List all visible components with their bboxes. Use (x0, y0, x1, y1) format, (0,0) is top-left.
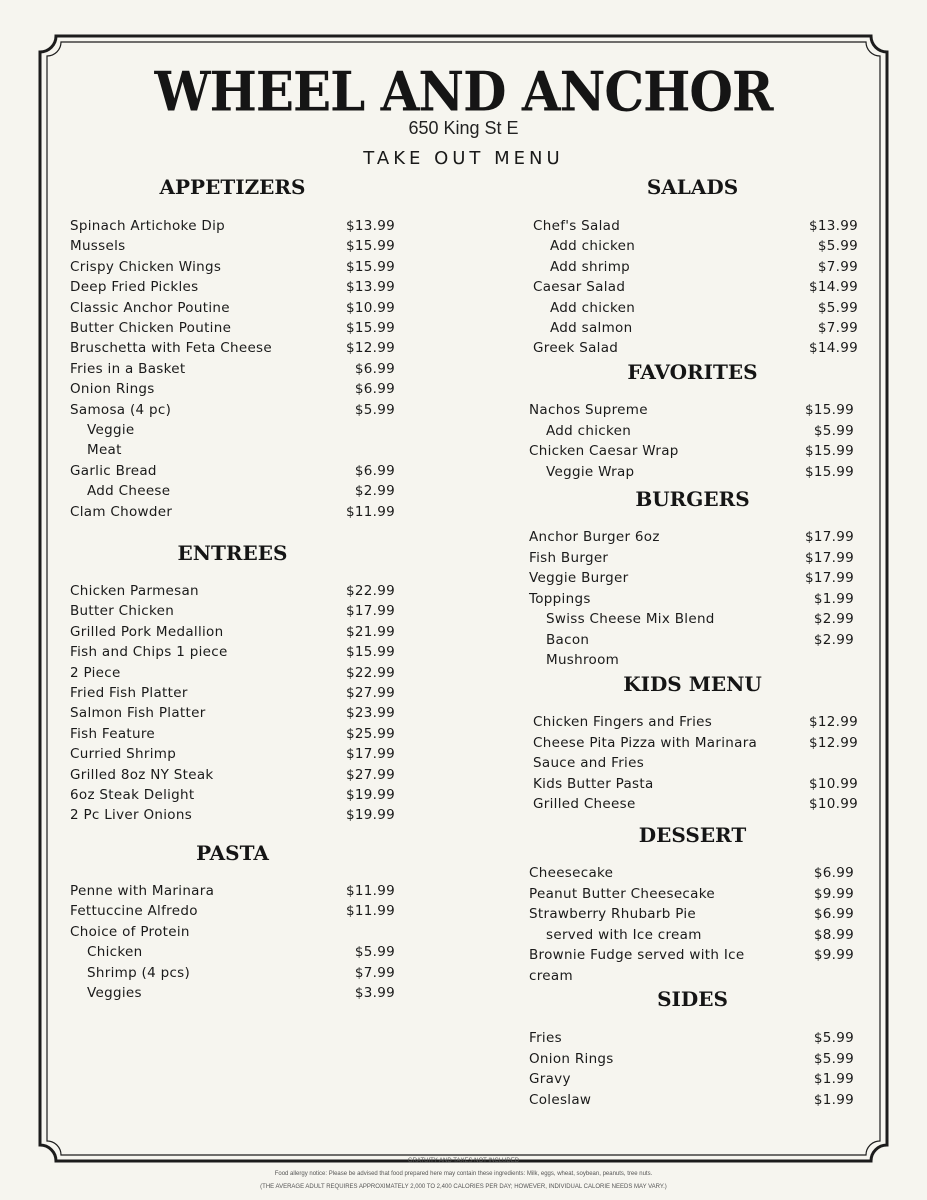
menu-item-name: Butter Chicken Poutine (70, 320, 232, 336)
menu-item-price: $27.99 (345, 766, 395, 783)
menu-item (529, 630, 854, 650)
menu-item-name: Penne with Marinara (70, 883, 215, 899)
menu-item-price: $11.99 (345, 903, 395, 920)
menu-item-name: Add chicken (550, 238, 636, 255)
menu-item-price: $15.99 (804, 402, 854, 418)
pasta-heading: PASTA (196, 841, 269, 865)
menu-item-price: $5.99 (813, 422, 854, 439)
menu-item-name: Cheesecake (529, 865, 614, 881)
menu-item-name: Fries in a Basket (70, 360, 186, 377)
menu-item-price: $5.99 (813, 1050, 854, 1067)
menu-item (70, 663, 395, 683)
entrees-heading: ENTREES (177, 541, 288, 565)
menu-item (70, 881, 395, 901)
menu-item (70, 318, 395, 338)
menu-item-name: Salmon Fish Platter (70, 705, 206, 722)
menu-item (529, 884, 854, 904)
menu-item-price: $13.99 (808, 218, 858, 234)
menu-item (70, 765, 395, 785)
menu-item-price: $2.99 (354, 483, 395, 500)
menu-item (70, 922, 395, 942)
menu-item-price: $21.99 (345, 623, 395, 640)
menu-item-price: $15.99 (345, 644, 395, 661)
menu-item-name: Choice of Protein (70, 923, 190, 940)
calorie-notice: (THE AVERAGE ADULT REQUIRES APPROXIMATELY 2,000 TO 2,400 CALORIES PER DAY; HOWEVER, INDIVIDUAL CALORIE NEEDS MAY VARY.) (260, 1184, 667, 1190)
menu-item (533, 318, 858, 338)
menu-item-price: $23.99 (345, 705, 395, 722)
menu-item (70, 724, 395, 744)
appetizers-heading: APPETIZERS (159, 175, 306, 199)
menu-item (70, 461, 395, 481)
menu-item (529, 462, 854, 482)
menu-item (70, 440, 395, 460)
menu-item-name: Chef's Salad (533, 218, 621, 234)
menu-item (529, 650, 854, 670)
menu-item (70, 744, 395, 764)
menu-item (533, 733, 858, 753)
menu-item-name: Chicken Caesar Wrap (529, 443, 679, 460)
menu-item-name: Samosa (4 pc) (70, 401, 172, 418)
menu-item (533, 794, 858, 814)
menu-item-price: $17.99 (345, 746, 395, 763)
menu-item-name: Add chicken (550, 299, 636, 316)
menu-item (529, 925, 854, 945)
menu-item-name: Toppings (529, 590, 591, 607)
menu-item-name: Shrimp (4 pcs) (87, 964, 191, 981)
menu-item-price: $11.99 (345, 503, 395, 520)
menu-item-name: Strawberry Rhubarb Pie (529, 906, 696, 922)
menu-item-price: $10.99 (808, 796, 858, 813)
menu-item-price: $9.99 (813, 885, 854, 902)
menu-item-name: Add Cheese (87, 483, 171, 500)
menu-item-name: Anchor Burger 6oz (529, 529, 660, 545)
restaurant-name: WHEEL AND ANCHOR (154, 59, 773, 124)
menu-item-price: $1.99 (813, 590, 854, 607)
menu-item-price: $1.99 (813, 1091, 854, 1108)
menu-item-price: $5.99 (817, 238, 858, 255)
menu-item-name: Butter Chicken (70, 603, 175, 620)
menu-item-price: $22.99 (345, 664, 395, 681)
menu-item-name: Chicken Fingers and Fries (533, 714, 713, 730)
menu-item-name: Fries (529, 1030, 562, 1046)
menu-item (529, 1028, 854, 1048)
menu-item-price: $6.99 (813, 906, 854, 922)
menu-item-price: $10.99 (345, 299, 395, 316)
favorites-heading: FAVORITES (627, 360, 758, 384)
menu-item (533, 257, 858, 277)
menu-item (70, 805, 395, 825)
menu-item-price: $5.99 (817, 299, 858, 316)
menu-item-name: Mushroom (546, 652, 620, 668)
menu-item (70, 400, 395, 420)
menu-item-price: $19.99 (345, 807, 395, 824)
menu-item-name: Kids Butter Pasta (533, 775, 654, 792)
menu-item (529, 904, 854, 924)
salads-heading: SALADS (646, 175, 739, 199)
menu-item (533, 712, 858, 732)
menu-item-name: cream (529, 967, 573, 984)
menu-item-name: Caesar Salad (533, 279, 626, 296)
menu-item (70, 502, 395, 522)
menu-item-name: Classic Anchor Poutine (70, 299, 230, 316)
menu-item-name: Fish Burger (529, 549, 609, 566)
menu-item-name: Fish Feature (70, 725, 156, 742)
menu-item-name: 2 Piece (70, 664, 121, 681)
menu-item (70, 601, 395, 621)
menu-item-price: $15.99 (345, 320, 395, 336)
menu-item-name: Onion Rings (529, 1050, 614, 1067)
menu-subtitle: TAKE OUT MENU (363, 148, 564, 169)
menu-item-price: $3.99 (354, 985, 395, 1001)
menu-item-name: Crispy Chicken Wings (70, 258, 222, 275)
menu-item (70, 581, 395, 601)
menu-item-price: $8.99 (813, 926, 854, 943)
restaurant-address: 650 King St E (408, 118, 519, 138)
menu-item-name: Add salmon (550, 320, 633, 336)
menu-item-price: $10.99 (808, 775, 858, 792)
menu-item-price: $9.99 (813, 947, 854, 963)
menu-item-name: Grilled Cheese (533, 796, 636, 813)
menu-item-price: $22.99 (345, 583, 395, 599)
menu-item-name: Mussels (70, 238, 126, 255)
menu-item-price: $5.99 (354, 944, 395, 961)
menu-item-name: served with Ice cream (546, 926, 702, 943)
menu-item-name: Chicken (87, 944, 143, 961)
menu-item (529, 945, 854, 965)
menu-item (529, 1049, 854, 1069)
menu-item (70, 481, 395, 501)
menu-item (70, 642, 395, 662)
menu-item-name: Sauce and Fries (533, 755, 645, 772)
menu-item-name: Cheese Pita Pizza with Marinara (533, 734, 758, 751)
menu-item-price: $5.99 (354, 401, 395, 418)
menu-item-name: Swiss Cheese Mix Blend (546, 611, 715, 627)
dessert-heading: DESSERT (638, 823, 747, 847)
menu-item (529, 589, 854, 609)
menu-item (529, 1090, 854, 1110)
menu-item-name: Grilled Pork Medallion (70, 623, 224, 640)
menu-item-price: $7.99 (817, 320, 858, 336)
menu-item (529, 609, 854, 629)
menu-item-price: $7.99 (817, 258, 858, 275)
menu-item-price: $6.99 (813, 865, 854, 881)
menu-item-price: $5.99 (813, 1030, 854, 1046)
menu-item-name: Brownie Fudge served with Ice (529, 947, 745, 963)
menu-item (70, 420, 395, 440)
allergy-notice: Food allergy notice: Please be advised that food prepared here may contain these ingredients: Milk, eggs, wheat, soybean, peanuts, tree nuts. (274, 1171, 653, 1177)
menu-item-price: $17.99 (345, 603, 395, 620)
menu-item-name: Veggies (87, 985, 142, 1001)
gratuity-notice: GRATUITY AND TAXES NOT INCLUDED (407, 1158, 520, 1164)
menu-item-name: Greek Salad (533, 340, 619, 357)
menu-item-name: Deep Fried Pickles (70, 279, 199, 296)
menu-item-name: Bruschetta with Feta Cheese (70, 340, 272, 357)
menu-item (70, 216, 395, 236)
menu-item-price: $1.99 (813, 1071, 854, 1088)
menu-item-price: $19.99 (345, 787, 395, 803)
menu-item-name: Garlic Bread (70, 462, 157, 479)
menu-item-price: $6.99 (354, 381, 395, 398)
sides-heading: SIDES (657, 987, 728, 1011)
menu-item (533, 277, 858, 297)
menu-item-name: Spinach Artichoke Dip (70, 218, 226, 234)
kids-menu-heading: KIDS MENU (623, 672, 762, 696)
menu-item-price: $6.99 (354, 360, 395, 377)
menu-item-price: $13.99 (345, 218, 395, 234)
menu-item-price: $2.99 (813, 611, 854, 627)
menu-item (529, 400, 854, 420)
menu-item (529, 1069, 854, 1089)
menu-item (529, 527, 854, 547)
menu-item-name: Fettuccine Alfredo (70, 903, 198, 920)
menu-item-price: $14.99 (808, 340, 858, 357)
menu-item (70, 683, 395, 703)
menu-item (70, 983, 395, 1003)
menu-item-name: 2 Pc Liver Onions (70, 807, 193, 824)
menu-item (533, 236, 858, 256)
menu-item-price: $27.99 (345, 685, 395, 701)
menu-item (529, 421, 854, 441)
menu-item (70, 277, 395, 297)
menu-item-name: Coleslaw (529, 1091, 592, 1108)
menu-item-price: $2.99 (813, 631, 854, 648)
menu-item-price: $11.99 (345, 883, 395, 899)
menu-item (70, 622, 395, 642)
menu-item-price: $12.99 (345, 340, 395, 357)
menu-item-price: $15.99 (345, 258, 395, 275)
menu-item-price: $12.99 (808, 734, 858, 751)
menu-item-name: Veggie Wrap (546, 463, 635, 480)
menu-item-name: Curried Shrimp (70, 746, 177, 763)
menu-item-name: Clam Chowder (70, 503, 173, 520)
menu-item (533, 216, 858, 236)
menu-item-price: $12.99 (808, 714, 858, 730)
menu-item-price: $15.99 (804, 463, 854, 480)
menu-item (70, 942, 395, 962)
menu-item-name: Grilled 8oz NY Steak (70, 766, 214, 783)
menu-item-name: Bacon (546, 631, 590, 648)
menu-item-name: Gravy (529, 1071, 571, 1088)
menu-item (70, 359, 395, 379)
menu-item (70, 338, 395, 358)
menu-item (529, 568, 854, 588)
menu-item-name: Peanut Butter Cheesecake (529, 885, 715, 902)
menu-item-name: Fried Fish Platter (70, 685, 188, 701)
menu-item (533, 338, 858, 358)
menu-item (70, 785, 395, 805)
menu-item (529, 966, 854, 986)
menu-item-name: Chicken Parmesan (70, 583, 199, 599)
menu-item (529, 548, 854, 568)
menu-item-name: 6oz Steak Delight (70, 787, 195, 803)
menu-item (529, 863, 854, 883)
menu-item (70, 901, 395, 921)
menu-item-name: Add shrimp (550, 258, 631, 275)
menu-item (70, 236, 395, 256)
menu-item-name: Onion Rings (70, 381, 155, 398)
menu-item-price: $14.99 (808, 279, 858, 296)
menu-item (533, 774, 858, 794)
menu-item (533, 753, 858, 773)
menu-item-price: $17.99 (804, 549, 854, 566)
menu-item (70, 298, 395, 318)
menu-item-price: $13.99 (345, 279, 395, 296)
menu-item-price: $25.99 (345, 725, 395, 742)
menu-item-price: $15.99 (345, 238, 395, 255)
menu-item-name: Veggie (87, 422, 135, 438)
menu-item-name: Nachos Supreme (529, 402, 648, 418)
menu-item (70, 379, 395, 399)
menu-item-price: $7.99 (354, 964, 395, 981)
menu-item (533, 298, 858, 318)
menu-item (70, 257, 395, 277)
menu-item-name: Fish and Chips 1 piece (70, 644, 228, 661)
menu-item-price: $17.99 (804, 529, 854, 545)
menu-item (70, 703, 395, 723)
burgers-heading: BURGERS (635, 487, 750, 511)
menu-item-name: Veggie Burger (529, 570, 629, 586)
menu-item-price: $6.99 (354, 462, 395, 479)
menu-item (529, 441, 854, 461)
menu-item-price: $17.99 (804, 570, 854, 586)
menu-item-name: Meat (87, 442, 122, 459)
menu-item-price: $15.99 (804, 443, 854, 460)
menu-item (70, 963, 395, 983)
menu-item-name: Add chicken (546, 422, 632, 439)
